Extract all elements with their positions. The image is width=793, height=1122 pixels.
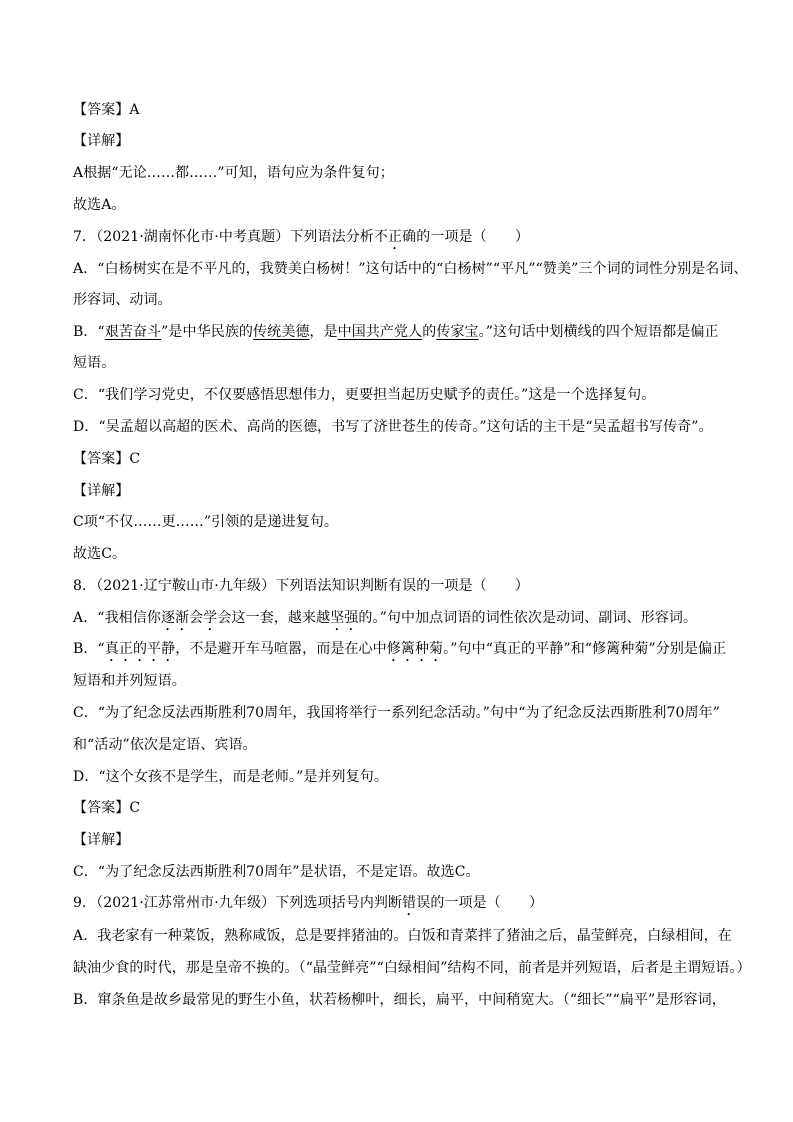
option-b-text: 。”句中“真正的平静”和“修篱种菊”分别是偏正	[443, 641, 727, 657]
question-8-option-d: D．“这个女孩不是学生，而是老师。”是并列复句。	[73, 769, 388, 785]
question-8-option-c-cont: 和“活动”依次是定语、宾语。	[73, 737, 257, 753]
explanation-text-7: C项“不仅……更……”引领的是递进复句。	[73, 514, 339, 530]
question-7-emphasis-char: 正	[388, 229, 403, 245]
question-9-option-b: B．窜条鱼是故乡最常见的野生小鱼，状若杨柳叶，细长，扁平，中间稍宽大。（“细长”“扁平”是形容词，	[73, 992, 726, 1008]
dotted-word: 真正的平静	[104, 641, 176, 657]
conclusion-7: 故选C。	[73, 546, 127, 562]
underlined-phrase: 艰苦奋斗	[104, 324, 162, 340]
option-b-text: ”是中华民族的	[161, 324, 254, 340]
question-8-stem: 8．（2021·辽宁鞍山市·九年级）下列语法知识判断有误的一项是（ ）	[73, 578, 530, 594]
dotted-word: 逐渐	[160, 610, 190, 626]
explanation-text-8: C．“为了纪念反法西斯胜利70周年”是状语，不是定语。故选C。	[73, 864, 480, 880]
question-8-option-a	[73, 608, 753, 634]
question-7-stem	[73, 227, 753, 253]
underlined-phrase: 传统美德	[253, 324, 310, 340]
question-7-option-a: A．“白杨树实在是不平凡的，我赞美白杨树！”这句话中的“白杨树”“平凡”“赞美”三个词的词性分别是名词、	[73, 261, 748, 277]
question-9-emphasis-char: 错	[402, 895, 417, 911]
option-b-text: 。”这句话中划横线的四个短语都是偏正	[478, 324, 719, 340]
question-9-stem	[73, 893, 753, 919]
explanation-text-6: A根据“无论……都……”可知，语句应为条件复句；	[73, 165, 394, 181]
conclusion-6: 故选A。	[73, 197, 126, 213]
underlined-phrase: 传家宝	[436, 324, 479, 340]
question-8-option-b	[73, 639, 753, 665]
option-b-text: 的	[422, 324, 437, 340]
explanation-label-6: 【详解】	[73, 133, 130, 149]
answer-label-6: 【答案】A	[73, 102, 140, 118]
question-9-stem-part2: 误的一项是（ ）	[416, 895, 544, 911]
question-8-option-c: C．“为了纪念反法西斯胜利70周年，我国将举行一系列纪念活动。”句中“为了纪念反法西斯胜利70周年”	[73, 705, 720, 721]
explanation-label-8: 【详解】	[73, 832, 130, 848]
dotted-word: 学	[203, 610, 218, 626]
option-b-text: B．“	[73, 641, 105, 657]
option-a-text: A．“我相信你	[73, 610, 161, 626]
question-9-option-a-cont: 缺油少食的时代，那是皇帝不换的。（“晶莹鲜亮”“白绿相间”结构不同，前者是并列短语，后者是主谓短语。）	[73, 960, 751, 976]
option-b-text: ，不是避开车马喧嚣，而是在心中	[175, 641, 387, 657]
question-7-option-b	[73, 322, 753, 342]
question-7-option-d: D．“吴孟超以高超的医术、高尚的医德，书写了济世苍生的传奇。”这句话的主干是“吴孟超书写传奇”。	[73, 419, 713, 435]
option-a-text: 会	[189, 610, 204, 626]
question-7-option-a-cont: 形容词、动词。	[73, 292, 172, 308]
option-b-text: B．“	[73, 324, 105, 340]
option-a-text: 会这一套，越来越	[217, 610, 331, 626]
dotted-word: 修篱种菊	[386, 641, 444, 657]
explanation-label-7: 【详解】	[73, 483, 130, 499]
answer-label-8: 【答案】C	[73, 800, 141, 816]
question-7-option-b-cont: 短语。	[73, 355, 116, 371]
option-a-text: 的。”句中加点词语的词性依次是动词、副词、形容词。	[358, 610, 698, 626]
underlined-phrase: 中国共产党人	[337, 324, 423, 340]
dotted-word: 坚强	[330, 610, 359, 626]
question-8-option-b-cont: 短语和并列短语。	[73, 673, 186, 689]
question-7-stem-part1: 7．（2021·湖南怀化市·中考真题）下列语法分析不	[73, 229, 389, 245]
question-9-stem-part1: 9．（2021·江苏常州市·九年级）下列选项括号内判断	[73, 895, 403, 911]
question-7-stem-part2: 确的一项是（ ）	[402, 229, 530, 245]
question-9-option-a: A．我老家有一种菜饭，熟称咸饭，总是要拌猪油的。白饭和青菜拌了猪油之后，晶莹鲜亮，白绿相间，在	[73, 928, 732, 944]
question-7-option-c: C．“我们学习党史，不仅要感悟思想伟力，更要担当起历史赋予的责任。”这是一个选择复句。	[73, 387, 656, 403]
option-b-text: ，是	[309, 324, 338, 340]
answer-label-7: 【答案】C	[73, 451, 141, 467]
